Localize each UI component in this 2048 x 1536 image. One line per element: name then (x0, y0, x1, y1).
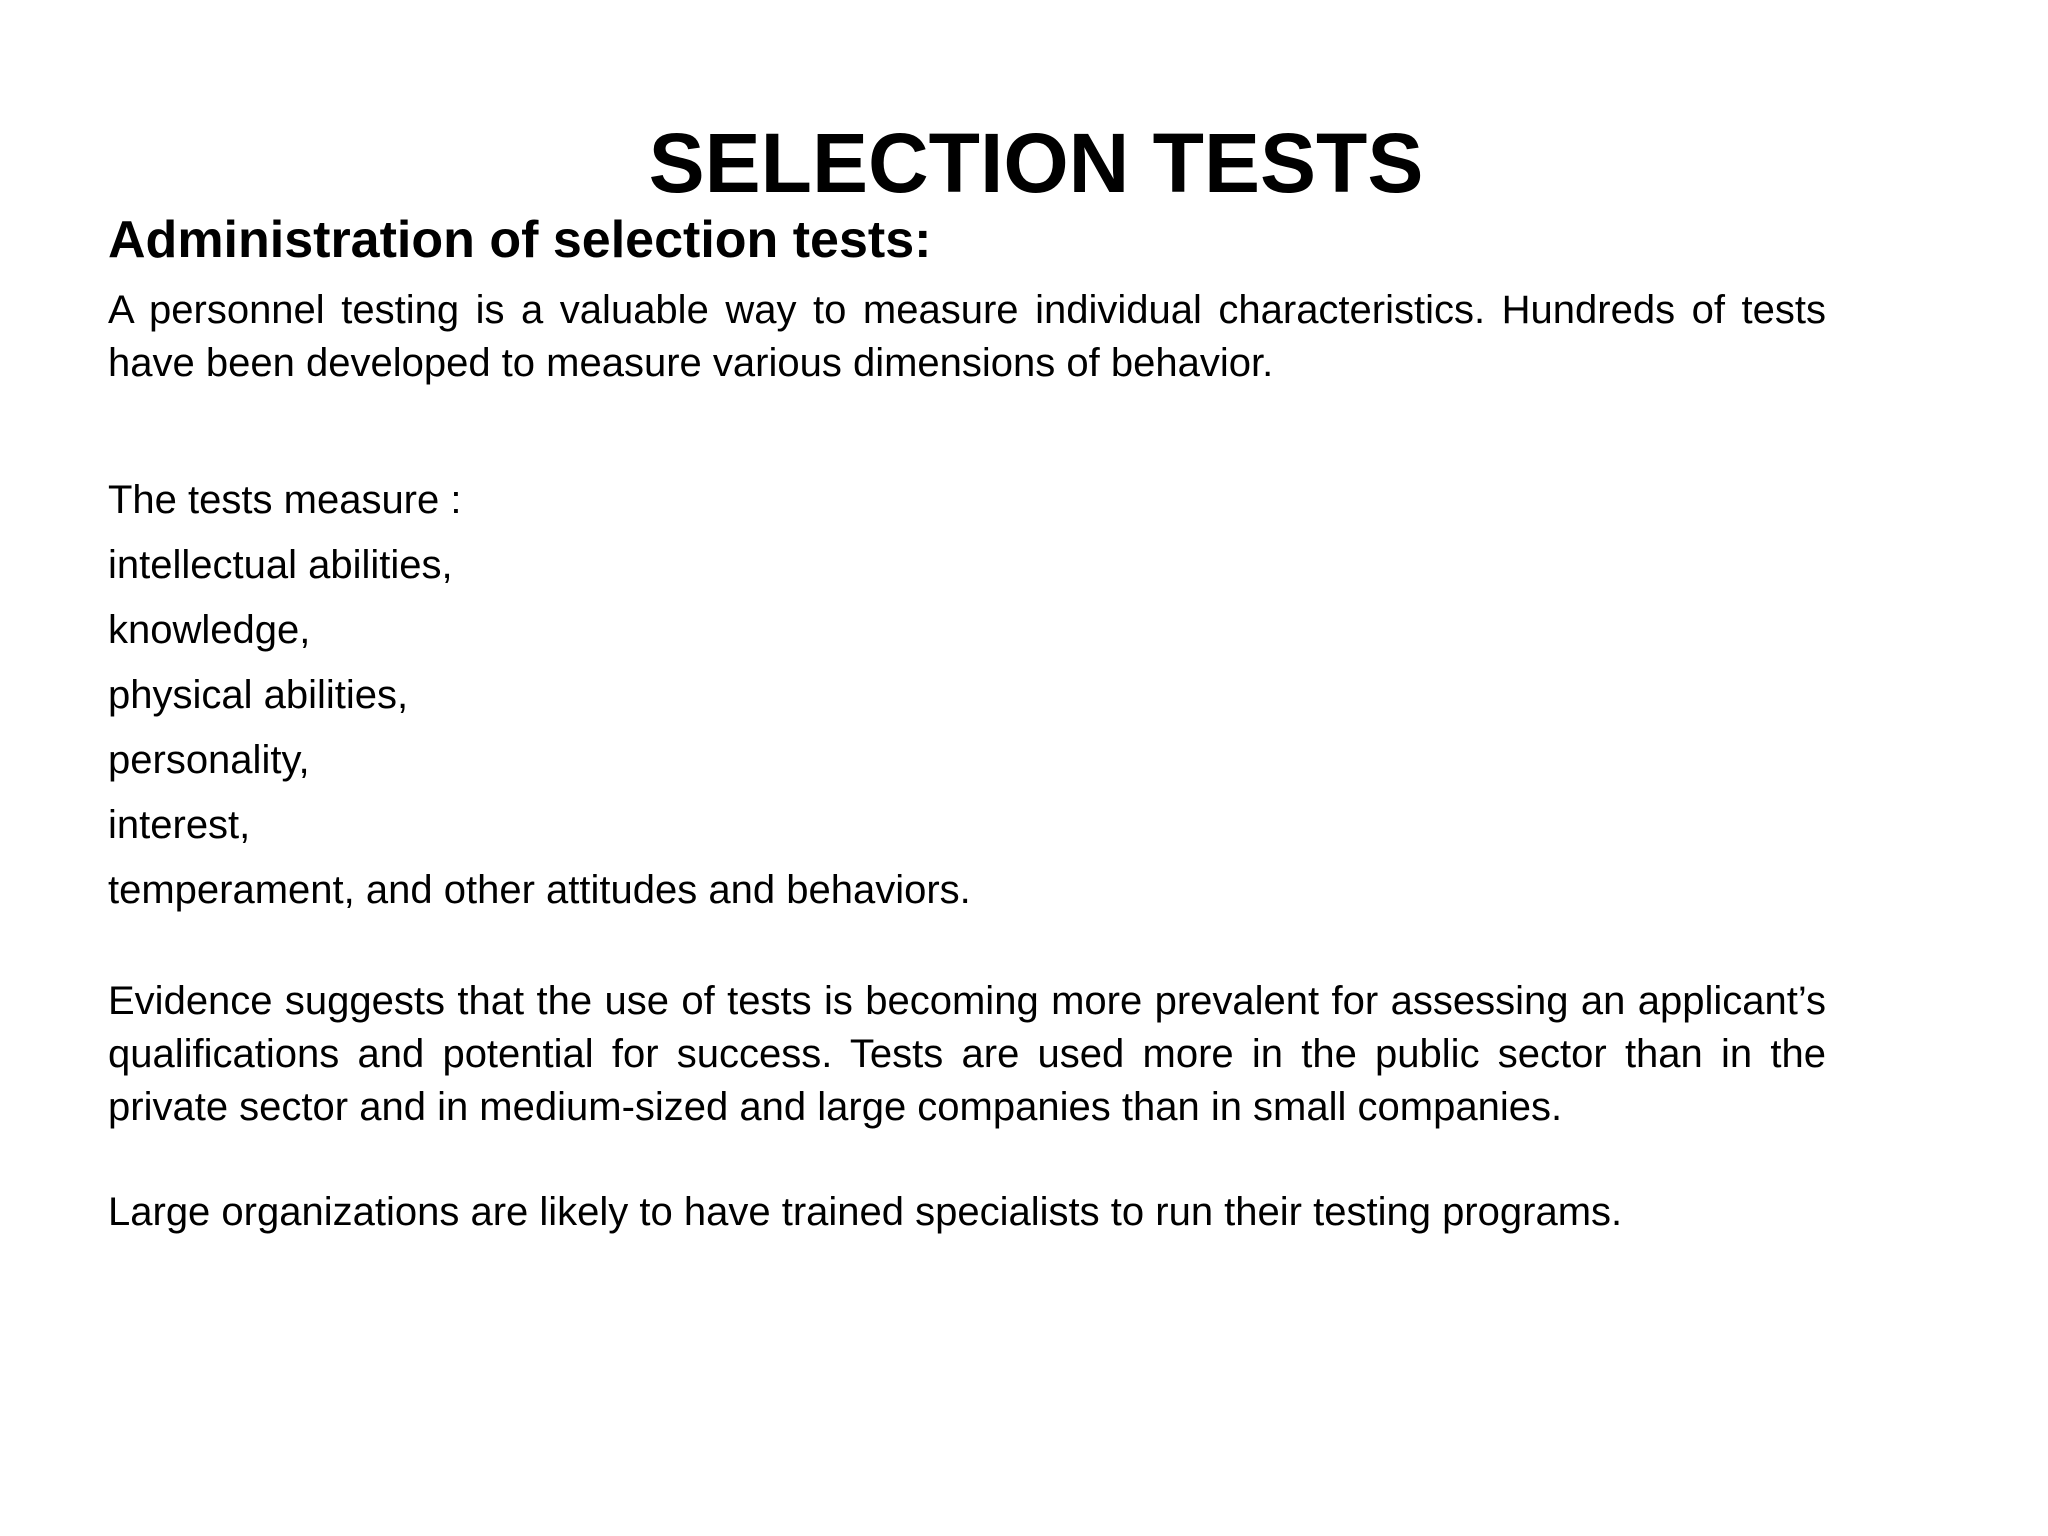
measures-list (108, 533, 1826, 923)
spacer (108, 390, 1826, 468)
list-item: intellectual abilities, (108, 543, 453, 587)
spacer (108, 923, 1826, 975)
list-item: physical abilities, (108, 673, 409, 717)
section-heading: Administration of selection tests: (108, 211, 932, 269)
closing-paragraph: Large organizations are likely to have trained specialists to run their testing programs. (108, 1190, 1623, 1234)
measures-intro: The tests measure : (108, 478, 462, 522)
evidence-paragraph: Evidence suggests that the use of tests is becoming more prevalent for assessing an applicant’s qualifications and potential for success. Tests are used more in the public sector than in the private sector and in medium-sized and large companies than in small companies. (108, 979, 1826, 1129)
slide-content (108, 208, 1826, 1239)
slide-title: SELECTION TESTS (648, 116, 1424, 210)
list-item: knowledge, (108, 608, 311, 652)
list-item: temperament, and other attitudes and behaviors. (108, 868, 971, 912)
intro-paragraph: A personnel testing is a valuable way to measure individual characteristics. Hundreds of tests have been developed to measure various dimensions of behavior. (108, 288, 1826, 385)
list-item: interest, (108, 803, 251, 847)
list-item: personality, (108, 738, 310, 782)
spacer (108, 1134, 1826, 1186)
